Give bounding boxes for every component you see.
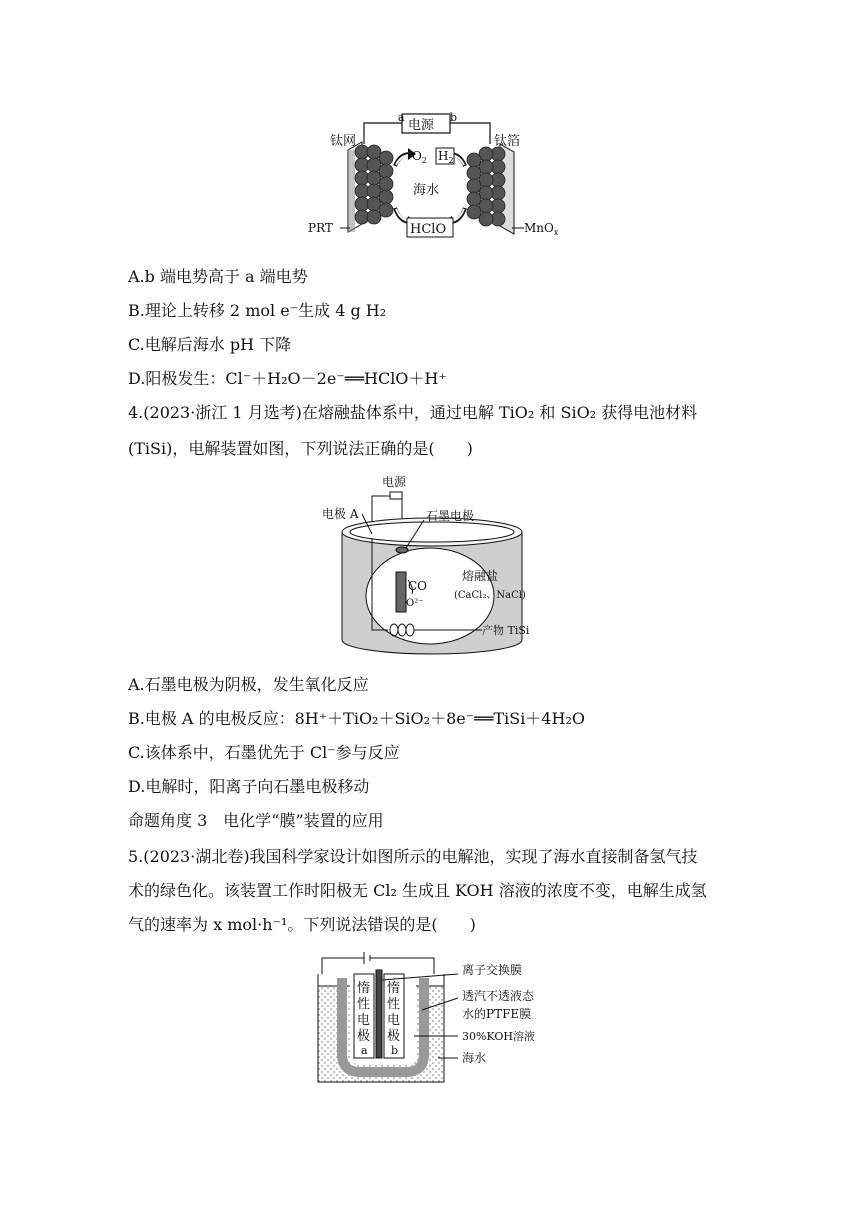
hclo-label: HClO — [410, 222, 447, 237]
q3-option-b: B.理论上转移 2 mol e⁻生成 4 g H₂ — [128, 301, 387, 320]
ptfe-membrane-label-1: 透汽不透液态 — [462, 989, 535, 1003]
seawater-label-3: 海水 — [462, 1051, 487, 1065]
q5-stem-line2: 术的绿色化。该装置工作时阳极无 Cl₂ 生成且 KOH 溶液的浓度不变，电解生成氢 — [128, 881, 707, 900]
q4-stem-line1: 4.(2023·浙江 1 月选考)在熔融盐体系中，通过电解 TiO₂ 和 SiO₂ 获得电池材料 — [128, 403, 698, 422]
titanium-mesh-label: 钛网 — [330, 134, 357, 149]
terminal-a: a — [398, 111, 405, 124]
electrode-b-char-1: 惰 — [387, 981, 401, 996]
molten-salt-label: 熔融盐 — [462, 569, 499, 583]
q3-option-a: A.b 端电势高于 a 端电势 — [128, 267, 308, 286]
electrode-a-char-4: 极 — [357, 1029, 371, 1044]
q5-stem-line1: 5.(2023·湖北卷)我国科学家设计如图所示的电解池，实现了海水直接制备氢气技 — [128, 847, 698, 866]
product-tisi-label: 产物 TiSi — [482, 624, 530, 637]
electrode-a-char-2: 性 — [357, 997, 371, 1012]
figure-seawater-electrolysis — [300, 108, 570, 248]
electrode-b-char-2: 性 — [387, 997, 401, 1012]
q5-stem-line3: 气的速率为 x mol·h⁻¹。下列说法错误的是( ) — [128, 915, 476, 934]
electrode-a-label: 电极 A — [322, 507, 359, 521]
o2minus-label: O²⁻ — [406, 598, 424, 609]
electrode-b-char-5: b — [391, 1044, 399, 1057]
ion-exchange-membrane-label: 离子交换膜 — [462, 963, 523, 977]
q4-option-a: A.石墨电极为阴极，发生氧化反应 — [128, 675, 369, 694]
q4-option-b: B.电极 A 的电极反应：8H⁺＋TiO₂＋SiO₂＋8e⁻══TiSi＋4H₂O — [128, 709, 585, 728]
co-label: CO — [408, 579, 428, 593]
h2-label: $H_2$ — [438, 149, 454, 165]
molten-salt-composition: (CaCl₂、NaCl) — [454, 590, 526, 601]
q4-stem-line2: (TiSi)，电解装置如图，下列说法正确的是( ) — [128, 439, 473, 458]
figure-molten-salt-electrolysis — [318, 472, 548, 660]
power-label-2: 电源 — [382, 475, 407, 489]
electrode-a-char-1: 惰 — [357, 981, 371, 996]
koh-solution-label: 30%KOH溶液 — [462, 1030, 535, 1043]
q4-option-d: D.电解时，阳离子向石墨电极移动 — [128, 777, 370, 796]
prt-label: PRT — [308, 221, 333, 235]
power-label: 电源 — [408, 118, 435, 133]
electrode-b-char-3: 电 — [387, 1013, 401, 1028]
electrode-a-char-5: a — [361, 1044, 368, 1057]
graphite-electrode-label: 石墨电极 — [426, 509, 475, 523]
section-title: 命题角度 3 电化学“膜”装置的应用 — [128, 811, 384, 830]
q4-option-c: C.该体系中，石墨优先于 Cl⁻参与反应 — [128, 743, 400, 762]
seawater-label: 海水 — [413, 183, 440, 198]
electrode-b-char-4: 极 — [387, 1029, 401, 1044]
figure-seawater-hydrogen-cell — [314, 950, 550, 1086]
electrode-a-char-3: 电 — [357, 1013, 371, 1028]
terminal-b: b — [450, 111, 458, 124]
o2-label: $O_2$ — [412, 149, 427, 165]
q3-option-d: D.阳极发生：Cl⁻＋H₂O－2e⁻══HClO＋H⁺ — [128, 369, 447, 388]
titanium-foil-label: 钛箔 — [494, 134, 521, 149]
q3-option-c: C.电解后海水 pH 下降 — [128, 335, 292, 354]
ptfe-membrane-label-2: 水的PTFE膜 — [462, 1007, 532, 1021]
mnox-label: MnO$_x$ — [524, 221, 559, 237]
